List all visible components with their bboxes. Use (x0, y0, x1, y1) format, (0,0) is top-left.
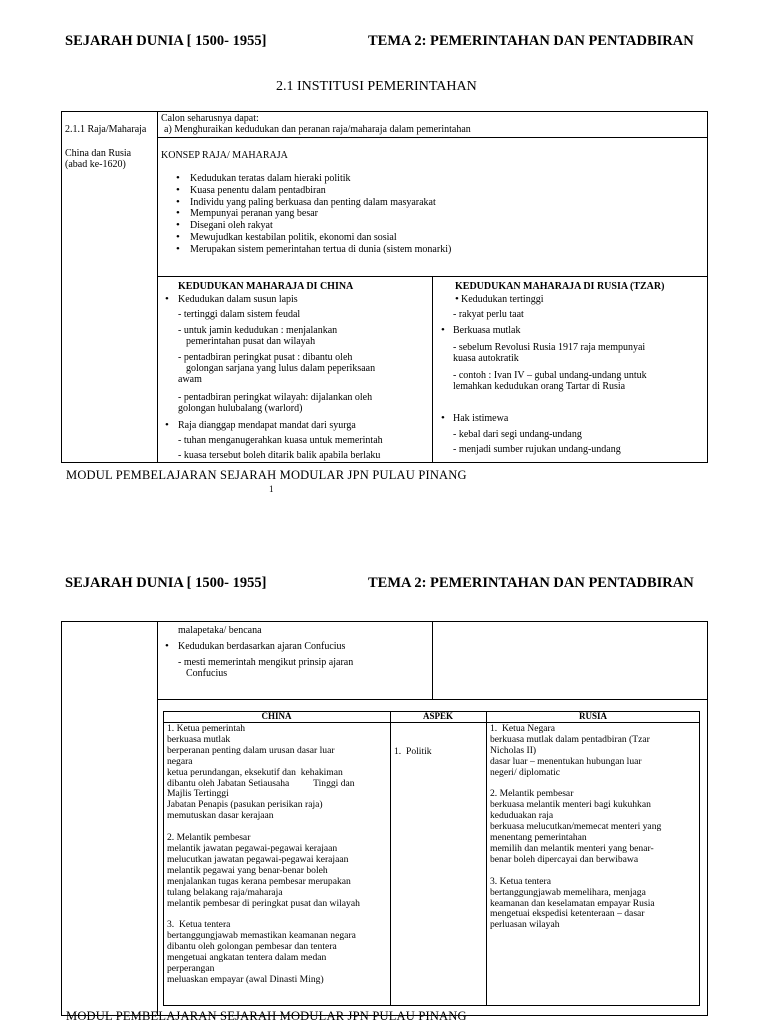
china-detail: - tertinggi dalam sistem feudal (178, 309, 301, 320)
scope-label: (abad ke-1620) (65, 159, 126, 170)
table-divider (157, 111, 158, 463)
konsep-title: KONSEP RAJA/ MAHARAJA (161, 150, 288, 161)
list-item: • Individu yang paling berkuasa dan penting dalam masyarakat (172, 197, 451, 209)
table-divider (157, 621, 158, 1016)
header-left: SEJARAH DUNIA [ 1500- 1955] (65, 33, 267, 49)
list-item: • Kedudukan teratas dalam hieraki politik (172, 173, 451, 185)
rusia-detail: lemahkan kedudukan orang Tartar di Rusia (453, 381, 626, 392)
table-divider (432, 276, 433, 463)
header-right: TEMA 2: PEMERINTAHAN DAN PENTADBIRAN (368, 33, 694, 49)
list-item: • Merupakan sistem pemerintahan tertua di dunia (sistem monarki) (172, 244, 451, 256)
section-title: 2.1 INSTITUSI PEMERINTAHAN (276, 79, 477, 94)
page-number: 1 (269, 484, 274, 494)
bullet-icon: • (165, 640, 169, 652)
china-point: Raja dianggap mendapat mandat dari syurga (178, 420, 356, 431)
header-left: SEJARAH DUNIA [ 1500- 1955] (65, 575, 267, 591)
rusia-detail: - contoh : Ivan IV – gubal undang-undang untuk (453, 370, 647, 381)
cell-china: 1. Ketua pemerintah berkuasa mutlak berperanan penting dalam urusan dasar luar negara ketua perundangan, eksekutif dan kehakiman dibantu oleh Jabatan Setiausaha Tinggi dan Majlis Tertinggi Jabatan Penapis (pasukan perisikan raja) memutuskan dasar kerajaan 2. Melantik pembesar melantik jawatan pegawai-pegawai kerajaan melucutkan jawatan pegawai-pegawai kerajaan melantik pegawai yang benar-benar boleh menjalankan tugas kerana pembesar merupakan tulang belakang raja/maharaja melantik pembesar di peringkat pusat dan wilayah 3. Ketua tentera bertanggungjawab memastikan keamanan negara dibantu oleh golongan pembesar dan tentera mengetuai angkatan tentera dalam medan perperangan meluaskan empayar (awal Dinasti Ming) (167, 723, 360, 985)
table-divider (486, 711, 487, 1006)
objective-intro: Calon seharusnya dapat: (161, 113, 259, 124)
list-item: • Mempunyai peranan yang besar (172, 208, 451, 220)
china-point: Kedudukan berdasarkan ajaran Confucius (178, 641, 346, 652)
rusia-detail: kuasa autokratik (453, 353, 519, 364)
china-detail: Confucius (186, 668, 228, 679)
china-detail: awam (178, 374, 202, 385)
rusia-detail: - menjadi sumber rujukan undang-undang (453, 444, 621, 455)
column-header-aspek: ASPEK (422, 711, 453, 721)
table-divider (157, 137, 708, 138)
cell-aspek: 1. Politik (394, 746, 432, 757)
footer: MODUL PEMBELAJARAN SEJARAH MODULAR JPN PULAU PINANG (66, 1009, 467, 1023)
bullet-icon: • (455, 293, 459, 305)
china-title: KEDUDUKAN MAHARAJA DI CHINA (178, 281, 354, 292)
table-divider (432, 621, 433, 699)
china-detail: malapetaka/ bencana (178, 625, 262, 636)
china-detail: golongan hulubalang (warlord) (178, 403, 303, 414)
table-divider (390, 711, 391, 1006)
china-detail: pemerintahan pusat dan wilayah (186, 336, 316, 347)
footer: MODUL PEMBELAJARAN SEJARAH MODULAR JPN PULAU PINANG (66, 468, 467, 482)
china-detail: - pentadbiran peringkat wilayah: dijalankan oleh (178, 392, 373, 403)
bullet-icon: • (441, 412, 445, 424)
objective-item: a) Menghuraikan kedudukan dan peranan raja/maharaja dalam pemerintahan (164, 124, 471, 135)
list-item: • Disegani oleh rakyat (172, 220, 451, 232)
bullet-icon: • (165, 293, 169, 305)
table-divider (157, 699, 708, 700)
header-right: TEMA 2: PEMERINTAHAN DAN PENTADBIRAN (368, 575, 694, 591)
rusia-detail: - kebal dari segi undang-undang (453, 429, 582, 440)
china-detail: - tuhan menganugerahkan kuasa untuk memerintah (178, 435, 383, 446)
scope-label: China dan Rusia (65, 148, 132, 159)
bullet-icon: • (165, 419, 169, 431)
list-item: • Mewujudkan kestabilan politik, ekonomi dan sosial (172, 232, 451, 244)
bullet-icon: • (441, 324, 445, 336)
rusia-detail: - sebelum Revolusi Rusia 1917 raja mempunyai (453, 342, 646, 353)
konsep-list (172, 173, 451, 256)
china-detail: - untuk jamin kedudukan : menjalankan (178, 325, 338, 336)
china-detail: - kuasa tersebut boleh ditarik balik apabila berlaku (178, 450, 381, 461)
cell-rusia: 1. Ketua Negara berkuasa mutlak dalam pentadbiran (Tzar Nicholas II) dasar luar – menentukan hubungan luar negeri/ diplomatic 2. Melantik pembesar berkuasa melantik menteri bagi kukuhkan keduduakan raja berkuasa melucutkan/memecat menteri yang menentang pemerintahan memilih dan melantik menteri yang benar- benar boleh dipercayai dan berwibawa 3. Ketua tentera bertanggungjawab memelihara, menjaga keamanan dan keselamatan empayar Rusia mengetuai ekspedisi ketenteraan – dasar perluasan wilayah (490, 723, 662, 931)
list-item: • Kuasa penentu dalam pentadbiran (172, 185, 451, 197)
subtopic-label: 2.1.1 Raja/Maharaja (65, 124, 147, 135)
rusia-detail: - rakyat perlu taat (453, 309, 524, 320)
rusia-title: KEDUDUKAN MAHARAJA DI RUSIA (TZAR) (455, 281, 665, 292)
rusia-point: Hak istimewa (453, 413, 509, 424)
rusia-point: Kedudukan tertinggi (461, 294, 544, 305)
china-point: Kedudukan dalam susun lapis (178, 294, 298, 305)
china-detail: - pentadbiran peringkat pusat : dibantu oleh (178, 352, 353, 363)
rusia-point: Berkuasa mutlak (453, 325, 521, 336)
china-detail: - mesti memerintah mengikut prinsip ajaran (178, 657, 354, 668)
china-detail: golongan sarjana yang lulus dalam peperiksaan (186, 363, 376, 374)
column-header-china: CHINA (261, 711, 292, 721)
column-header-rusia: RUSIA (578, 711, 607, 721)
